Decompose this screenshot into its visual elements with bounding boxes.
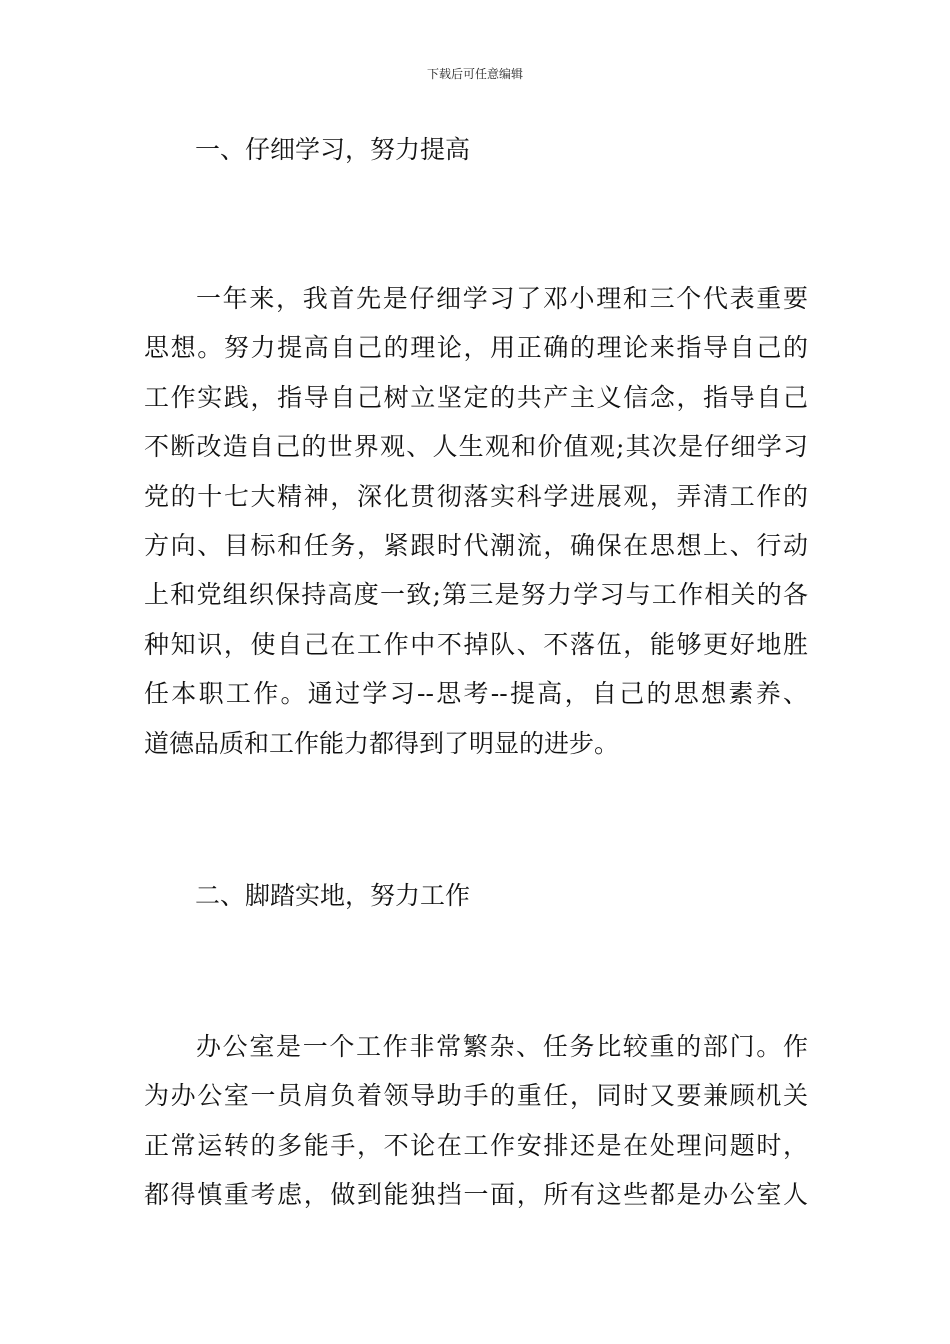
section-paragraph-1 (144, 274, 808, 768)
section-paragraph-2 (144, 1022, 808, 1220)
paragraph-line: 都得慎重考虑，做到能独挡一面，所有这些都是办公室人 (144, 1180, 808, 1210)
paragraph-line: 道德品质和工作能力都得到了明显的进步。 (144, 728, 620, 758)
paragraph-line: 上和党组织保持高度一致;第三是努力学习与工作相关的各 (144, 580, 808, 610)
paragraph-line: 种知识，使自己在工作中不掉队、不落伍，能够更好地胜 (144, 629, 808, 659)
paragraph-line: 任本职工作。通过学习--思考--提高，自己的思想素养、 (144, 679, 808, 709)
paragraph-line: 不断改造自己的世界观、人生观和价值观;其次是仔细学习 (144, 432, 808, 462)
paragraph-line: 正常运转的多能手，不论在工作安排还是在处理问题时， (144, 1130, 808, 1160)
paragraph-line: 一年来，我首先是仔细学习了邓小理和三个代表重要 (196, 284, 808, 313)
paragraph-line: 党的十七大精神，深化贯彻落实科学进展观，弄清工作的 (144, 481, 808, 511)
paragraph-line: 工作实践，指导自己树立坚定的共产主义信念，指导自己 (144, 382, 808, 412)
paragraph-line: 办公室是一个工作非常繁杂、任务比较重的部门。作 (196, 1032, 808, 1061)
paragraph-line: 为办公室一员肩负着领导助手的重任，同时又要兼顾机关 (144, 1081, 808, 1111)
section-heading-2: 二、脚踏实地，努力工作 (195, 881, 471, 910)
section-heading-1: 一、仔细学习，努力提高 (195, 135, 471, 164)
paragraph-line: 思想。努力提高自己的理论，用正确的理论来指导自己的 (144, 333, 808, 363)
page-header-note: 下载后可任意编辑 (426, 67, 523, 81)
paragraph-line: 方向、目标和任务，紧跟时代潮流，确保在思想上、行动 (144, 530, 808, 560)
